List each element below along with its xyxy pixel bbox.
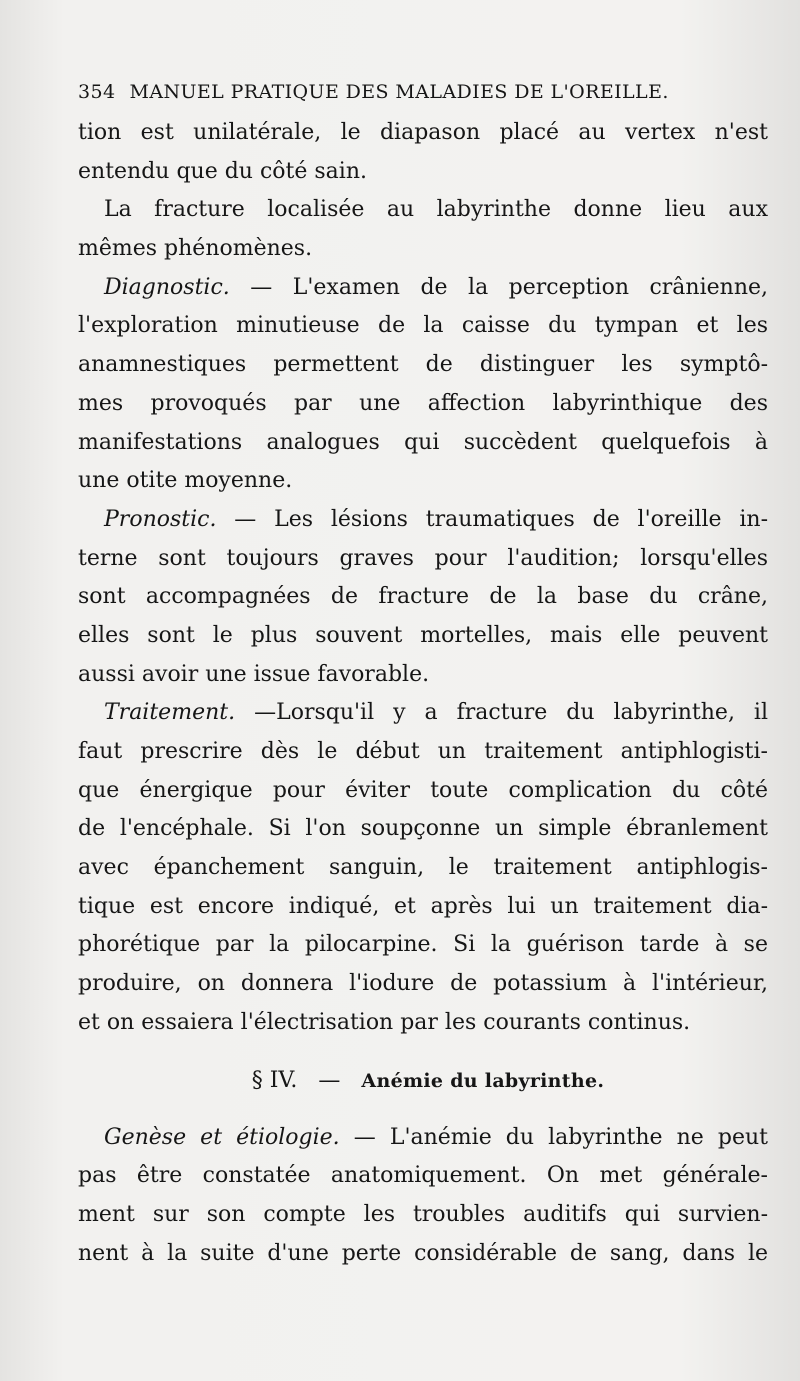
- line-text: aussi avoir une issue favorable.: [78, 661, 430, 687]
- line-text: que énergique pour éviter toute complication du côté: [78, 777, 768, 803]
- line-text: manifestations analogues qui succèdent quelquefois à: [78, 429, 768, 455]
- text-line: [78, 926, 768, 965]
- text-line: [78, 230, 768, 269]
- text-block: [78, 70, 768, 1273]
- text-line: [78, 114, 768, 153]
- text-line: [78, 1119, 768, 1158]
- body-text-continued: [78, 1119, 768, 1274]
- line-text: et on essaiera l'électrisation par les courants continus.: [78, 1009, 691, 1035]
- line-text: anamnestiques permettent de distinguer les symptô-: [78, 352, 768, 378]
- paragraph-lead-label: Genèse et étiologie.: [104, 1124, 340, 1150]
- paragraph-lead-label: Diagnostic.: [104, 274, 230, 300]
- text-line: [78, 656, 768, 695]
- line-text: sont accompagnées de fracture de la base du crâne,: [78, 584, 768, 610]
- paragraph-lead-label: Traitement.: [104, 700, 236, 726]
- text-line: [78, 501, 768, 540]
- text-line: [78, 578, 768, 617]
- text-line: [78, 307, 768, 346]
- line-text: tion est unilatérale, le diapason placé au vertex n'est: [78, 120, 768, 145]
- running-head: [78, 70, 768, 114]
- text-line: [78, 1196, 768, 1235]
- text-line: [78, 1157, 768, 1196]
- text-line: [78, 191, 768, 230]
- body-text: [78, 114, 768, 1043]
- section-heading: [78, 1043, 768, 1119]
- running-title: MANUEL PRATIQUE DES MALADIES DE L'OREILLE.: [129, 81, 669, 103]
- section-title: Anémie du labyrinthe.: [361, 1069, 605, 1092]
- text-line: [78, 462, 768, 501]
- text-line: [78, 153, 768, 192]
- line-text: — L'anémie du labyrinthe ne peut: [339, 1124, 768, 1150]
- text-line: [78, 849, 768, 888]
- section-dash: —: [318, 1067, 341, 1093]
- text-line: [78, 694, 768, 733]
- text-line: [78, 772, 768, 811]
- page-number: 354: [78, 81, 116, 103]
- section-number: § IV.: [251, 1067, 298, 1093]
- line-text: tique est encore indiqué, et après lui un traitement dia-: [78, 893, 768, 919]
- text-line: [78, 1004, 768, 1043]
- line-text: pas être constatée anatomiquement. On met générale-: [78, 1163, 768, 1189]
- text-line: [78, 540, 768, 579]
- line-text: terne sont toujours graves pour l'audition; lorsqu'elles: [78, 545, 768, 571]
- text-line: [78, 1235, 768, 1274]
- line-text: — Les lésions traumatiques de l'oreille in-: [216, 506, 768, 532]
- line-text: phorétique par la pilocarpine. Si la guérison tarde à se: [78, 932, 768, 958]
- text-line: [78, 385, 768, 424]
- text-line: [78, 733, 768, 772]
- text-line: [78, 888, 768, 927]
- paragraph-lead-label: Pronostic.: [104, 506, 217, 532]
- text-line: [78, 965, 768, 1004]
- text-line: [78, 617, 768, 656]
- line-text: mes provoqués par une affection labyrinthique des: [78, 390, 768, 416]
- text-line: [78, 346, 768, 385]
- text-line: [78, 269, 768, 308]
- line-text: une otite moyenne.: [78, 468, 293, 494]
- text-line: [78, 810, 768, 849]
- line-text: de l'encéphale. Si l'on soupçonne un simple ébranlement: [78, 816, 768, 842]
- line-text: elles sont le plus souvent mortelles, mais elle peuvent: [78, 622, 768, 648]
- line-text: faut prescrire dès le début un traitement antiphlogisti-: [78, 739, 768, 764]
- line-text: —Lorsqu'il y a fracture du labyrinthe, il: [235, 700, 768, 726]
- line-text: — L'examen de la perception crânienne,: [229, 274, 768, 300]
- text-line: [78, 424, 768, 463]
- line-text: entendu que du côté sain.: [78, 158, 367, 184]
- line-text: ment sur son compte les troubles auditifs qui survien-: [78, 1201, 768, 1227]
- line-text: produire, on donnera l'iodure de potassium à l'intérieur,: [78, 971, 768, 997]
- line-text: avec épanchement sanguin, le traitement antiphlogis-: [78, 855, 768, 881]
- line-text: mêmes phénomènes.: [78, 236, 313, 262]
- line-text: La fracture localisée au labyrinthe donne lieu aux: [104, 197, 768, 223]
- line-text: l'exploration minutieuse de la caisse du tympan et les: [78, 313, 768, 339]
- line-text: nent à la suite d'une perte considérable de sang, dans le: [78, 1240, 768, 1266]
